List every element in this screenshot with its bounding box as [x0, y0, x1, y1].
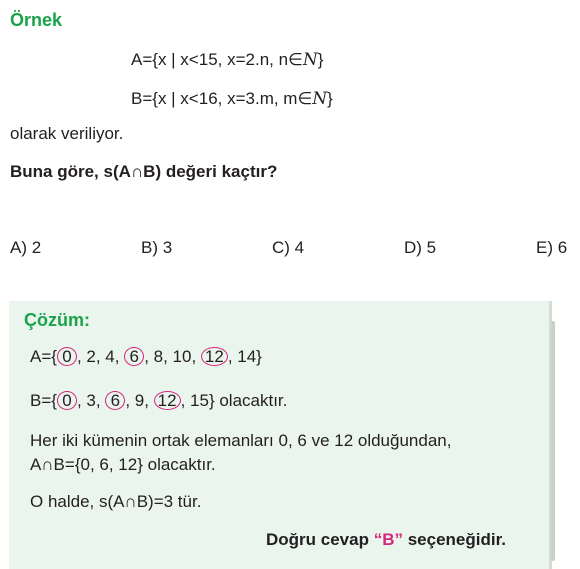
- circled-element: 0: [57, 391, 77, 410]
- answer-statement: Doğru cevap “B” seçeneğidir.: [266, 530, 506, 549]
- choice-b: B) 3: [141, 238, 173, 257]
- circled-element: 0: [57, 347, 77, 366]
- solution-heading: Çözüm:: [24, 310, 90, 330]
- natural-numbers-symbol: N: [312, 89, 328, 109]
- set-b-definition: B={x | x<16, x=3.m, m∈N}: [131, 89, 333, 109]
- solution-conclusion: O halde, s(A∩B)=3 tür.: [30, 492, 202, 511]
- circled-element: 12: [154, 391, 181, 410]
- set-a-definition: A={x | x<15, x=2.n, n∈N}: [131, 50, 324, 70]
- answer-letter: “B”: [373, 530, 403, 549]
- circled-element: 6: [124, 347, 144, 366]
- choice-e: E) 6: [536, 238, 568, 257]
- given-text: olarak veriliyor.: [10, 124, 124, 143]
- circled-element: 12: [201, 347, 228, 366]
- choice-d: D) 5: [404, 238, 437, 257]
- choice-c: C) 4: [272, 238, 305, 257]
- example-heading: Örnek: [10, 10, 63, 30]
- choice-a: A) 2: [10, 238, 42, 257]
- circled-element: 6: [105, 391, 125, 410]
- solution-explanation-line2: A∩B={0, 6, 12} olacaktır.: [30, 455, 216, 474]
- question-text: Buna göre, s(A∩B) değeri kaçtır?: [10, 162, 278, 181]
- solution-set-b: B={ 0 , 3, 6 , 9, 12 , 15} olacaktır.: [30, 391, 288, 410]
- natural-numbers-symbol: N: [302, 50, 318, 70]
- solution-set-a: A={ 0 , 2, 4, 6 , 8, 10, 12 , 14}: [30, 347, 262, 366]
- solution-explanation-line1: Her iki kümenin ortak elemanları 0, 6 ve 12 olduğundan,: [30, 431, 452, 450]
